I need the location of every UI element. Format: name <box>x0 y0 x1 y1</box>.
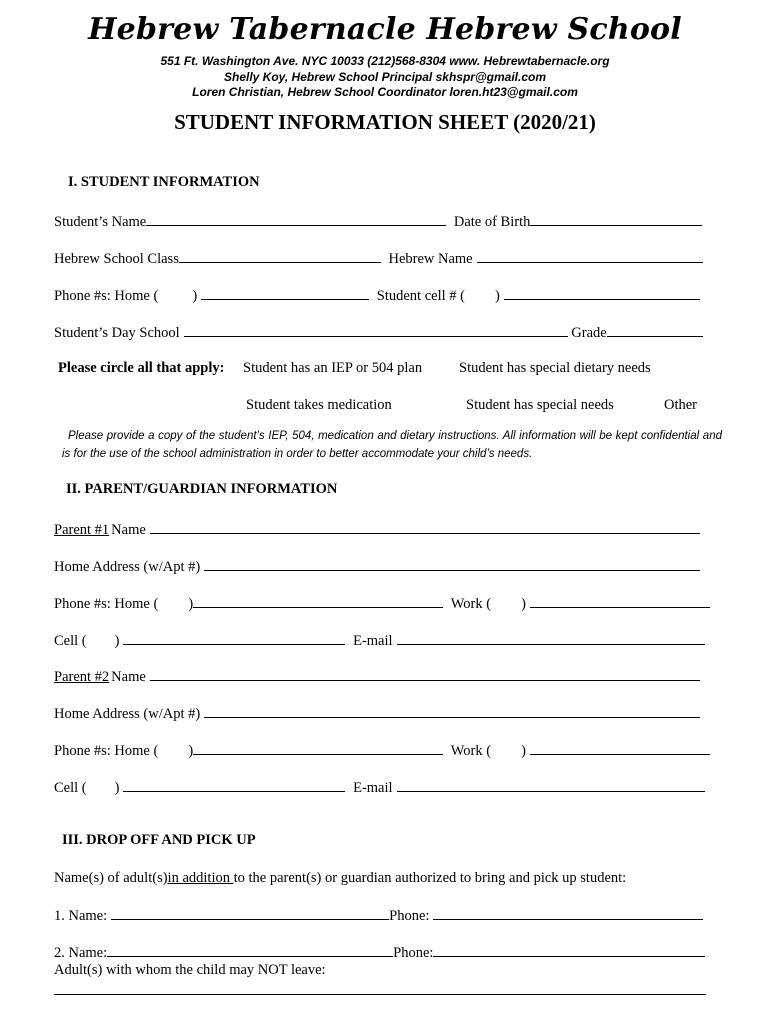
pickup1-phone-field[interactable] <box>433 905 703 920</box>
option-medication[interactable]: Student takes medication <box>246 397 392 413</box>
parent1-home-area-code[interactable] <box>158 594 188 608</box>
option-dietary[interactable]: Student has special dietary needs <box>459 360 651 376</box>
parent-section-heading: II. PARENT/GUARDIAN INFORMATION <box>66 481 338 497</box>
parent2-home-phone-field[interactable] <box>193 740 443 755</box>
student-home-phone-field[interactable] <box>201 285 369 300</box>
parent1-home-phone-label: Phone #s: Home ( <box>54 596 159 612</box>
parent1-work-area-code[interactable] <box>491 594 521 608</box>
pickup-row-2 <box>54 942 705 962</box>
parent2-address-field[interactable] <box>204 703 700 718</box>
parent2-cell-area-code[interactable] <box>87 778 115 792</box>
principal-contact: Shelly Koy, Hebrew School Principal skhspr@gmail.com <box>223 70 546 84</box>
student-home-area-code[interactable] <box>158 286 192 300</box>
paren-close: ) <box>188 596 194 612</box>
parent2-cell-label: Cell ( <box>54 780 87 796</box>
parent1-email-field[interactable] <box>397 630 705 645</box>
parent1-phone-row <box>54 593 710 613</box>
parent2-cell-row <box>54 777 705 797</box>
parent2-work-area-code[interactable] <box>491 741 521 755</box>
parent1-cell-field[interactable] <box>123 630 345 645</box>
student-cell-field[interactable] <box>504 285 700 300</box>
pickup-intro-text-end: to the parent(s) or guardian authorized to bring and pick up student: <box>233 870 627 886</box>
paren-close: ) <box>114 780 120 796</box>
parent2-name-row <box>54 666 700 686</box>
pickup2-phone-field[interactable] <box>433 942 705 957</box>
parent1-cell-label: Cell ( <box>54 633 87 649</box>
student-name-row <box>54 211 702 231</box>
parent2-address-row <box>54 703 700 723</box>
pickup1-phone-label: Phone: <box>389 908 430 924</box>
not-leave-label: Adult(s) with whom the child may NOT leave: <box>54 962 326 978</box>
paren-close: ) <box>188 743 194 759</box>
parent1-name-row <box>54 519 700 539</box>
parent1-work-label: Work ( <box>450 596 492 612</box>
confidentiality-note: Please provide a copy of the student’s IEP, 504, medication and dietary instructions. All information will be kept confidential and is for the use of the school administration in order to better accommodate your child’s needs. <box>62 430 722 460</box>
parent2-home-phone-label: Phone #s: Home ( <box>54 743 159 759</box>
circle-label <box>58 359 224 377</box>
parent1-email-label: E-mail <box>353 633 393 649</box>
student-cell-area-code[interactable] <box>465 286 495 300</box>
student-name-field[interactable] <box>146 211 446 226</box>
parent2-name-label: Name <box>111 669 146 685</box>
hebrew-name-label: Hebrew Name <box>388 251 473 267</box>
option-other[interactable]: Other <box>664 397 698 413</box>
class-label: Hebrew School Class <box>54 251 179 267</box>
parent1-address-row <box>54 556 700 576</box>
class-row <box>54 248 703 268</box>
day-school-label: Student’s Day School <box>54 325 180 341</box>
class-field[interactable] <box>179 248 381 263</box>
parent2-email-label: E-mail <box>353 780 393 796</box>
paren-close: ) <box>494 288 500 304</box>
parent1-label: Parent #1 <box>54 522 110 538</box>
parent1-cell-row <box>54 630 705 650</box>
student-home-phone-label: Phone #s: Home ( <box>54 288 159 304</box>
pickup-row-1 <box>54 905 703 925</box>
parent2-cell-field[interactable] <box>123 777 345 792</box>
parent1-cell-area-code[interactable] <box>87 631 115 645</box>
parent2-name-field[interactable] <box>150 666 700 681</box>
school-title: Hebrew Tabernacle Hebrew School <box>88 12 682 47</box>
dob-label: Date of Birth <box>453 214 531 230</box>
parent2-phone-row <box>54 740 710 760</box>
grade-field[interactable] <box>607 322 703 337</box>
circle-label-text: Please circle all that apply: <box>58 360 225 376</box>
parent1-name-label: Name <box>111 522 146 538</box>
option-special-needs[interactable]: Student has special needs <box>466 397 614 413</box>
pickup-section-heading: III. DROP OFF AND PICK UP <box>62 832 256 848</box>
student-cell-label: Student cell # ( <box>376 288 465 304</box>
parent1-name-field[interactable] <box>150 519 700 534</box>
parent1-home-phone-field[interactable] <box>193 593 443 608</box>
parent2-label: Parent #2 <box>54 669 110 685</box>
school-address: 551 Ft. Washington Ave. NYC 10033 (212)568-8304 www. Hebrewtabernacle.org <box>160 54 610 68</box>
option-iep[interactable]: Student has an IEP or 504 plan <box>243 360 423 376</box>
pickup2-phone-label: Phone: <box>393 945 434 961</box>
day-school-field[interactable] <box>184 322 568 337</box>
student-section-heading: I. STUDENT INFORMATION <box>68 174 260 190</box>
paren-close: ) <box>521 596 526 612</box>
parent2-home-area-code[interactable] <box>158 741 188 755</box>
parent2-email-field[interactable] <box>397 777 705 792</box>
paren-close: ) <box>114 633 120 649</box>
pickup-intro-emphasis: in addition <box>167 870 234 886</box>
not-leave-field[interactable] <box>54 994 706 995</box>
pickup1-name-field[interactable] <box>111 905 389 920</box>
parent1-work-phone-field[interactable] <box>530 593 710 608</box>
grade-label: Grade <box>571 325 607 341</box>
paren-close: ) <box>192 288 198 304</box>
student-phone-row <box>54 285 700 305</box>
parent1-address-field[interactable] <box>204 556 700 571</box>
paren-close: ) <box>521 743 526 759</box>
parent2-work-label: Work ( <box>450 743 492 759</box>
pickup-intro <box>54 869 626 887</box>
dob-field[interactable] <box>530 211 702 226</box>
parent2-address-label: Home Address (w/Apt #) <box>54 706 201 722</box>
pickup2-name-label: 2. Name: <box>54 945 108 961</box>
parent1-address-label: Home Address (w/Apt #) <box>54 559 201 575</box>
parent2-work-phone-field[interactable] <box>530 740 710 755</box>
coordinator-contact: Loren Christian, Hebrew School Coordinator loren.ht23@gmail.com <box>192 85 578 99</box>
pickup1-name-label: 1. Name: <box>54 908 108 924</box>
sheet-title: STUDENT INFORMATION SHEET (2020/21) <box>174 110 596 134</box>
day-school-row <box>54 322 703 342</box>
hebrew-name-field[interactable] <box>477 248 703 263</box>
pickup-intro-text: Name(s) of adult(s) <box>54 870 168 886</box>
pickup2-name-field[interactable] <box>107 942 393 957</box>
student-name-label: Student’s Name <box>54 214 147 230</box>
